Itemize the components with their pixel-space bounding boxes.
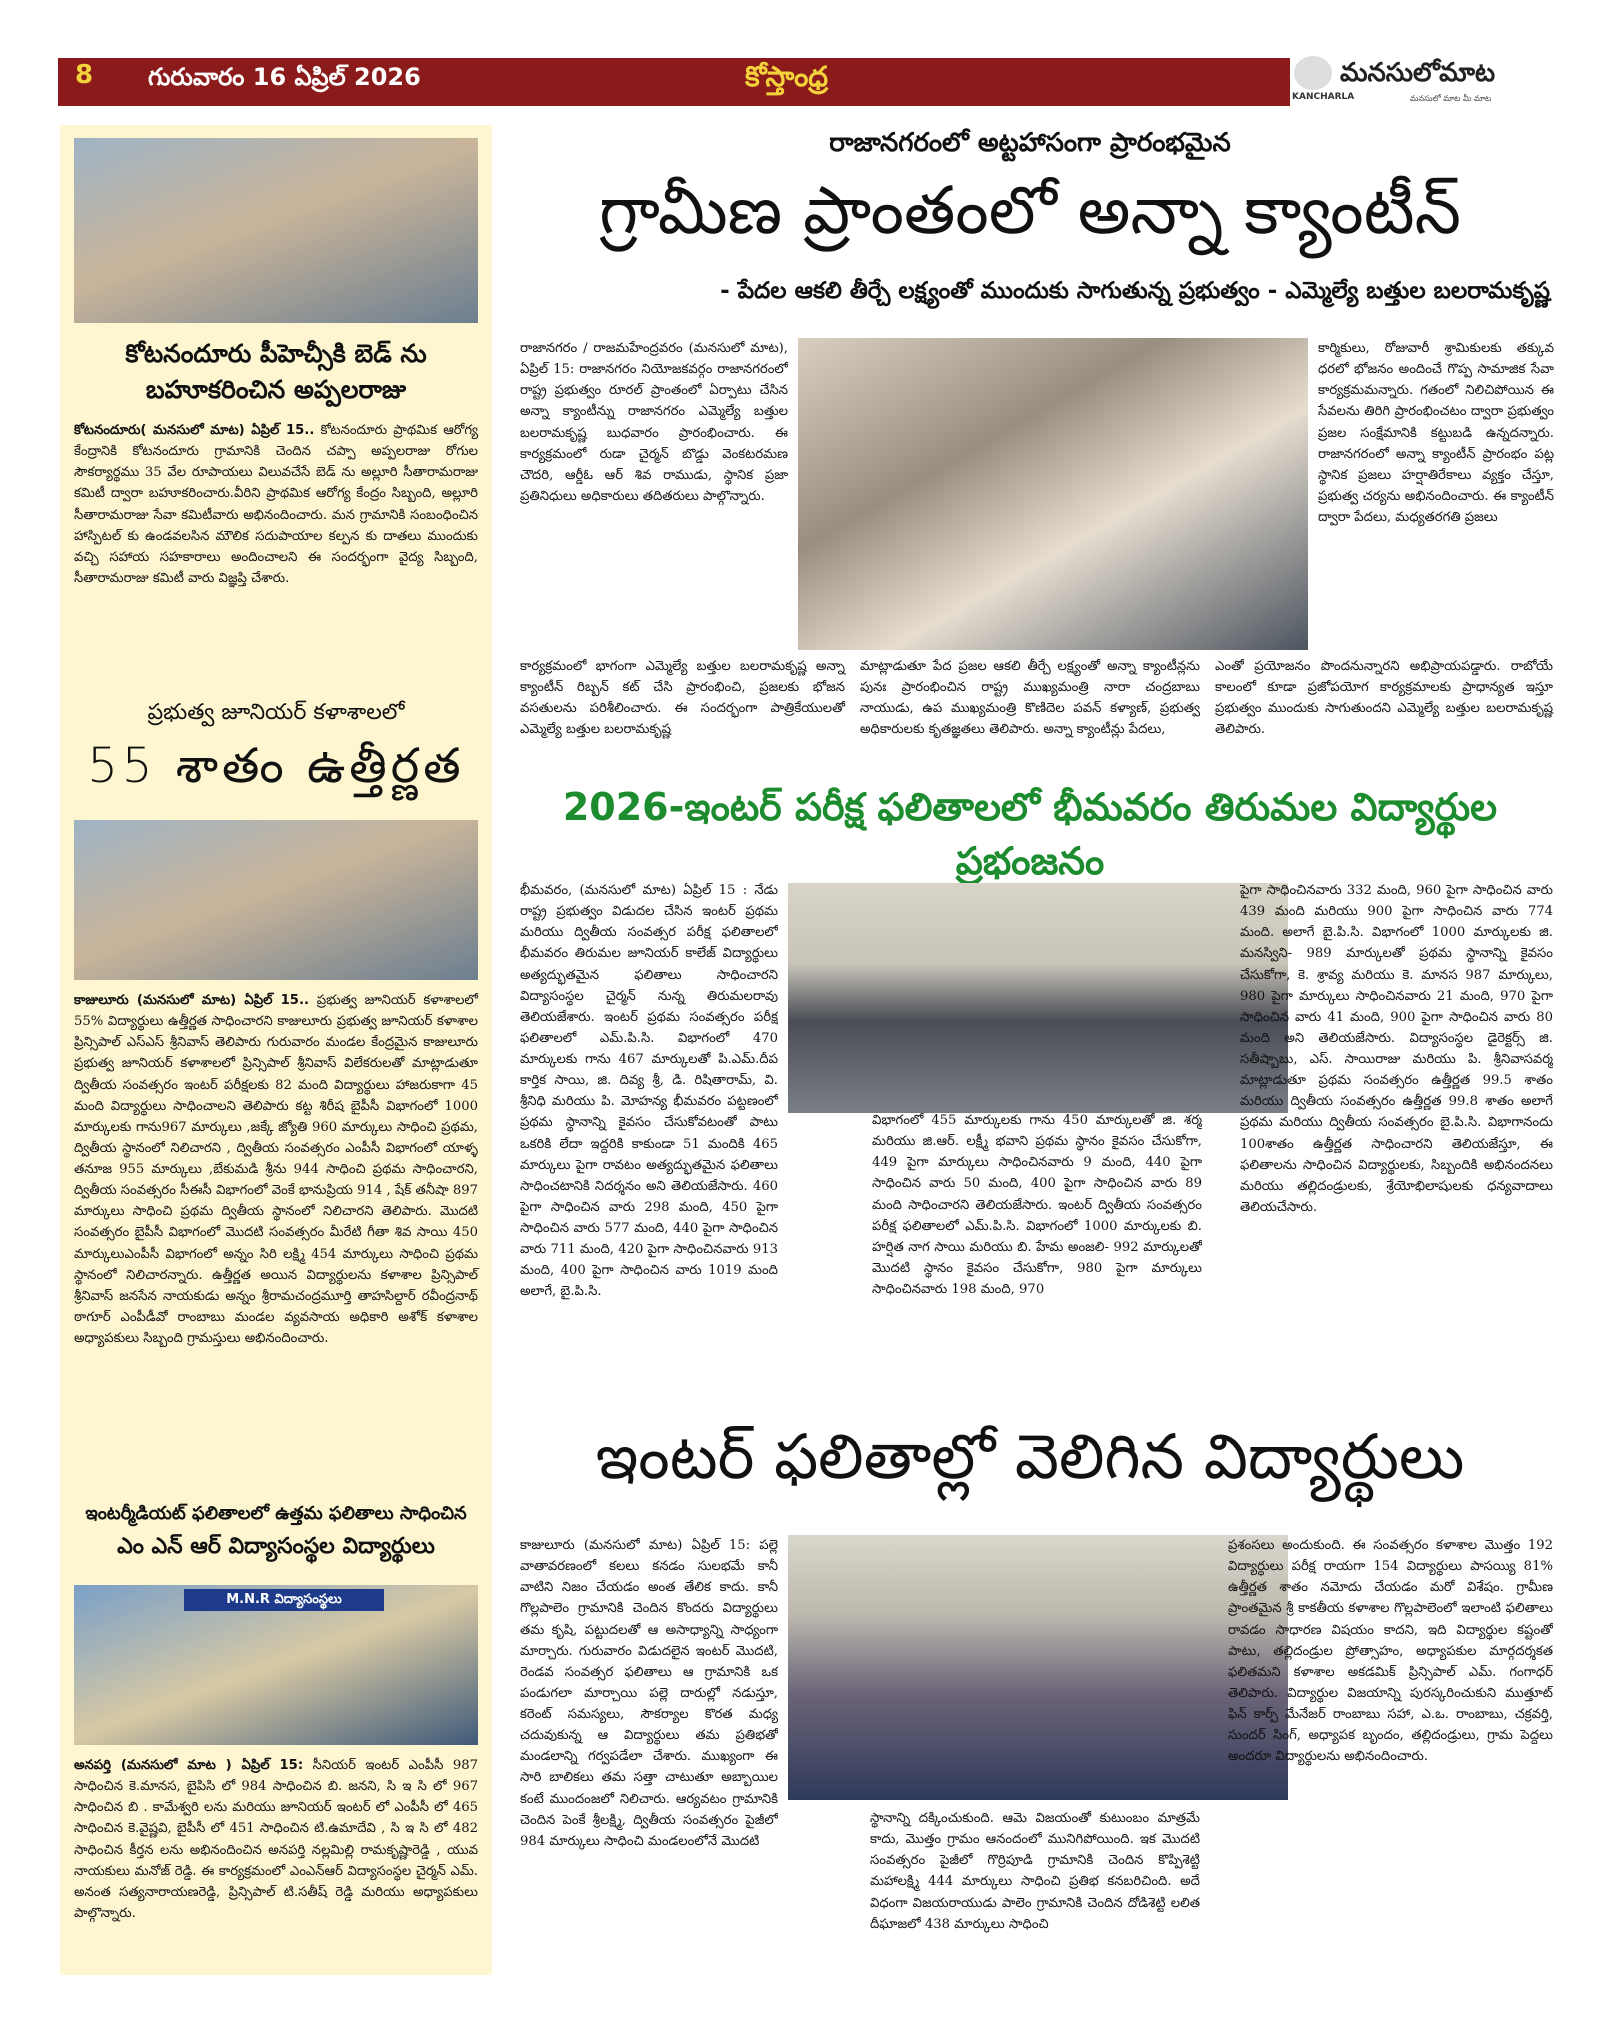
lead-col3: కార్మికులు, రోజువారీ శ్రామికులకు తక్కువ ధరలో భోజనం అందించే గొప్ప సామాజిక సేవా కార్యక్రమమన్నారు. గతంలో నిలిచిపోయిన ఈ సేవలను తిరిగి ప్రారంభించటం ద్వారా ప్రభుత్వం ప్రజల సంక్షేమానికి కట్టుబడి ఉన్నదన్నారు. రాజానగరంలో అన్నా క్యాంటీన్ ప్రారంభం పట్ల స్థానిక ప్రజలు హర్షాతిరేకాలు వ్యక్తం చేస్తూ, ప్రభుత్వ చర్యను అభినందించారు. ఈ క్యాంటీన్ ద్వారా పేదలు, మధ్యతరగతి ప్రజలు: [1318, 341, 1554, 525]
sidebar-story3-headline: [74, 1500, 478, 1564]
inter-headline: ఇంటర్ ఫలితాల్లో వెలిగిన విద్యార్థులు: [595, 1420, 1465, 1493]
logo-caption: KANCHARLA: [1292, 92, 1355, 102]
paper-logo: [1290, 54, 1560, 110]
junior-college-photo: [74, 820, 478, 980]
photo-sign: M.N.R విద్యాసంస్థలు: [184, 1589, 384, 1611]
sidebar-story2-kicker: ప్రభుత్వ జూనియర్ కళాశాలలో: [147, 700, 405, 725]
lead-col3b: ఎంతో ప్రయోజనం పొందనున్నారని అభిప్రాయపడ్డారు. రాబోయే కాలంలో కూడా ప్రజోపయోగ కార్యక్రమాలకు ప్రాధాన్యత ఇస్తూ ప్రభుత్వం ముందుకు సాగుతుందని ఎమ్మెల్యే బత్తుల బలరామకృష్ణ తెలిపారు.: [1215, 659, 1553, 738]
sidebar-story3-body: [74, 1755, 478, 1924]
headline-line: ఎం ఎన్ ఆర్ విద్యాసంస్థల విద్యార్థులు: [117, 1533, 435, 1559]
mnr-students-photo: [74, 1585, 478, 1745]
bed-donation-photo: [74, 138, 478, 323]
bhimavaram-col1: భీమవరం, (మనసులో మాట) ఏప్రిల్ 15 : నేడు రాష్ట్ర ప్రభుత్వం విడుదల చేసిన ఇంటర్ ప్రథమ మరియు ద్వితీయ సంవత్సర పరీక్ష ఫలితాలలో భీమవరం తిరుమల జూనియర్ కాలేజ్ విద్యార్థులు అత్యద్భుతమైన ఫలితాలు సాధించారని విద్యాసంస్థల చైర్మన్ నున్న తిరుమలరావు తెలియజేశారు. ఇంటర్ ప్రథమ సంవత్సరం పరీక్ష ఫలితాలలో ఎమ్.పి.సి. విభాగంలో 470 మార్కులకు గాను 467 మార్కులతో పి.ఎమ్.దీప కార్తిక సాయి, జి. దివ్య శ్రీ, డి. రిషితారామ్, వి. శ్రీనిధి మరియు పి. మోహన్య భీమవరం పట్టణంలో ప్రథమ స్థానాన్ని కైవసం చేసుకోవటంతో పాటు ఒకరికి లేదా ఇద్దరికి కాకుండా 51 మందికి 465 మార్కులు పైగా రావటం అత్యద్భుతమైన ఫలితాలు సాధించటానికి నిదర్శనం అని తెలియజేసారు. 460 పైగా సాధించిన వారు 298 మంది, 450 పైగా సాధించిన వారు 577 మంది, 440 పైగా సాధించిన వారు 711 మంది, 420 పైగా సాధించినవారు 913 మంది, 400 పైగా సాధించిన వారు 1019 మంది అలాగే, బై.పి.సి.: [520, 883, 778, 1300]
story-text: కోటనందూరు ప్రాథమిక ఆరోగ్య కేంద్రానికి కోటనందూరు గ్రామానికి చెందిన చప్పా అప్పలరాజు రోగుల సౌకర్యార్థము 35 వేల రూపాయలు విలువచేసే బెడ్ ను అల్లూరి సీతారామరాజు కమిటీ ద్వారా బహూకరించారు.వీరిని ప్రాథమిక ఆరోగ్య కేంద్రం సిబ్బంది, అల్లూరి సీతారామరాజు సేవా కమిటీవారు అభినందించారు. మన గ్రామానికి సంబంధించిన హాస్పిటల్ కు ఉండవలసిన మౌలిక సదుపాయాల కల్పన కు దాతలు ముందుకు వచ్చి సహాయ సహకారాలు అందించాలని ఈ సందర్భంగా వైద్య సిబ్బంది, సీతారామరాజు కమిటీ వారు విజ్ఞప్తి చేశారు.: [74, 423, 478, 586]
bhimavaram-col2: విభాగంలో 455 మార్కులకు గాను 450 మార్కులతో జి. శర్మ మరియు జి.ఆర్. లక్ష్మీ భవాని ప్రథమ స్థానం కైవసం చేసుకోగా, 449 పైగా మార్కులు సాధించినవారు 9 మంది, 440 పైగా సాధించిన వారు 50 మంది, 400 పైగా సాధించిన వారు 89 మంది సాధించారని తెలియజేసారు. ఇంటర్ ద్వితీయ సంవత్సరం పరీక్ష ఫలితాలలో ఎమ్.పి.సి. విభాగంలో 1000 మార్కులకు బి. హర్షిత నాగ సాయి మరియు బి. హేమ అంజలి- 992 మార్కులతో మొదటి స్థానం కైవసం చేసుకోగా, 980 పైగా మార్కులు సాధించినవారు 198 మంది, 970: [872, 1113, 1202, 1297]
inter-col3: ప్రశంసలు అందుకుంది. ఈ సంవత్సరం కళాశాల మొత్తం 192 విద్యార్థులు పరీక్ష రాయగా 154 విద్యార్థులు పాసయ్యి 81% ఉత్తీర్ణత శాతం నమోదు చేయడం మరో విశేషం. గ్రామీణ ప్రాంతమైన శ్రీ కాకతీయ కళాశాల గొల్లపాలెంలో ఇలాంటి ఫలితాలు రావడం సాధారణ విషయం కాదని, ఇది విద్యార్థుల కష్టంతో పాటు, తల్లిదండ్రుల ప్రోత్సాహం, అధ్యాపకుల మార్గదర్శకత ఫలితమని కళాశాల అకడమిక్ ప్రిన్సిపాల్ ఎమ్. గంగాధర్ తెలిపారు. విద్యార్థుల విజయాన్ని పురస్కరించుకుని ముత్తూట్ ఫిన్ కార్ప్ మేనేజర్ రాంబాబు సహా, ఎ.ఒ. రాంబాబు, చక్రవర్తి, సుందర్ సింగ్, అధ్యాపక బృందం, తల్లిదండ్రులు, గ్రామ పెద్దలు అందరూ విద్యార్థులను అభినందించారు.: [1228, 1538, 1553, 1765]
paper-tagline: మనసులో మాట మీ మాట: [1410, 94, 1492, 103]
lead-col1b: కార్యక్రమంలో భాగంగా ఎమ్మెల్యే బత్తుల బలరామకృష్ణ అన్నా క్యాంటీన్ రిబ్బన్ కట్ చేసి ప్రారంభించి, ప్రజలకు భోజన వసతులను పరిశీలించారు. ఈ సందర్భంగా పాత్రికేయులతో ఎమ్మెల్యే బత్తుల బలరామకృష్ణ: [520, 659, 845, 738]
lead-col2: మాట్లాడుతూ పేద ప్రజల ఆకలి తీర్చే లక్ష్యంతో అన్నా క్యాంటీన్లను పునః ప్రారంభించిన రాష్ట్ర ముఖ్యమంత్రి నారా చంద్రబాబు నాయుడు, ఉప ముఖ్యమంత్రి కొణిదెల పవన్ కళ్యాణ్, ప్రభుత్వ అధికారులకు కృతజ్ఞతలు తెలిపారు. అన్నా క్యాంటీన్లు పేదలు,: [860, 659, 1200, 738]
story-dateline: కోటనందూరు( మనసులో మాట) ఏప్రిల్ 15..: [74, 423, 315, 438]
bhimavaram-headline: 2026-ఇంటర్ పరీక్ష ఫలితాలలో భీమవరం తిరుమల విద్యార్థుల ప్రభంజనం: [562, 785, 1498, 883]
paper-name: మనసులోమాట: [1340, 58, 1496, 88]
headline-line: బహూకరించిన అప్పలరాజు: [145, 375, 407, 405]
inter-col1: కాజులూరు (మనసులో మాట) ఏప్రిల్ 15: పల్లె వాతావరణంలో కలలు కనడం సులభమే కానీ వాటిని నిజం చేయడం అంత తేలిక కాదు. కానీ గొల్లపాలెం గ్రామానికి చెందిన కొందరు విద్యార్థులు తమ కృషి, పట్టుదలతో ఆ అసాధ్యాన్ని సాధ్యంగా మార్చారు. గురువారం విడుదలైన ఇంటర్ మొదటి, రెండవ సంవత్సర ఫలితాలు ఆ గ్రామానికి ఒక పండుగలా మార్చాయి పల్లె దారుల్లో నడుస్తూ, కరెంట్ సమస్యలు, సౌకర్యాల కొరత మధ్య చదువుకున్న ఆ విద్యార్థులు తమ ప్రతిభతో మండలాన్ని గర్వపడేలా చేశారు. ముఖ్యంగా ఈ సారి బాలికలు తమ సత్తా చాటుతూ అబ్బాయిల కంటే ముందంజలో నిలిచారు. ఆర్యవటం గ్రామానికి చెందిన పెంకే శ్రీలక్ష్మి, ద్వితీయ సంవత్సరం పైజీలో 984 మార్కులు సాధించి మండలంలోనే మొదటి: [520, 1538, 778, 1849]
sidebar-story1-body: [74, 420, 478, 589]
page-number: 8: [75, 60, 94, 90]
lead-kicker: రాజానగరంలో అట్టహాసంగా ప్రారంభమైన: [829, 128, 1231, 158]
lead-subhead: - పేదల ఆకలి తీర్చే లక్ష్యంతో ముందుకు సాగుతున్న ప్రభుత్వం - ఎమ్మెల్యే బత్తుల బలరామకృష్ణ: [720, 278, 1550, 304]
headline-line: ఇంటర్మీడియట్ ఫలితాలలో ఉత్తమ ఫలితాలు సాధించిన: [85, 1503, 467, 1524]
anna-canteen-inauguration-photo: [798, 338, 1308, 650]
lead-col1: రాజానగరం / రాజమహేంద్రవరం (మనసులో మాట), ఏప్రిల్ 15: రాజానగరం నియోజకవర్గం రాజానగరంలో రాష్ట్ర ప్రభుత్వం రూరల్ ప్రాంతంలో ఏర్పాటు చేసిన అన్నా క్యాంటీన్ను రాజానగరం ఎమ్మెల్యే బత్తుల బలరామకృష్ణ బుధవారం ప్రారంభించారు. ఈ కార్యక్రమంలో రుడా చైర్మన్ బొడ్డు వెంకటరమణ చౌదరి, ఆర్డీఓ ఆర్ శివ రాముడు, స్థానిక ప్రజా ప్రతినిధులు అధికారులు తదితరులు పాల్గొన్నారు.: [520, 341, 788, 504]
story-dateline: అనపర్తి (మనసులో మాట ) ఏప్రిల్ 15:: [74, 1758, 304, 1773]
tirumala-students-photo: [788, 883, 1288, 1113]
sidebar-story2-headline: 55 శాతం ఉత్తీర్ణత: [87, 738, 465, 794]
sidebar-story2-body: [74, 990, 478, 1349]
story-text: ప్రభుత్వ జూనియర్ కళాశాలలో 55% విద్యార్థులు ఉత్తీర్ణత సాధించారని కాజులూరు ప్రభుత్వ జూనియర్ కళాశాల ప్రిన్సిపాల్ ఎస్ఎస్ శ్రీనివాస్ తెలిపారు గురువారం మండల కేంద్రమైన కాజులూరు ప్రభుత్వ జూనియర్ కళాశాలలో ప్రిన్సిపాల్ శ్రీనివాస్ విలేకరులతో మాట్లాడుతూ ద్వితీయ సంవత్సరం ఇంటర్ పరీక్షలకు 82 మంది విద్యార్థులు హాజరుకాగా 45 మంది విద్యార్థులు సాధించాలని తెలిపారు కట్ట శిరీష బైపీసీ విభాగంలో 1000 మార్కులకు గాను967 మార్కులు ,జక్కే జ్యోతి 960 మార్కులు సాధించి ప్రథమ, ద్వితీయ స్థానంలో నిలిచారని , ద్వితీయ సంవత్సరం ఎంపీసీ విభాగంలో యాళ్ళ తనూజ 955 మార్కులు ,బేకుమడి శ్రీను 944 సాధించి ప్రథమ సాధించారని, ద్వితీయ సంవత్సరం సీఈసీ విభాగంలో వెంకే భానుప్రియ 914 , షేక్ తనీషా 897 మార్కులు సాధించి ప్రథమ ద్వితీయ స్థానంలో నిలిచారని తెలిపారు. మొదటి సంవత్సరం బైపీసీ విభాగంలో మొదటి సంవత్సరం మీరేటి గీతా శివ సాయి 450 మార్కులుఎంపీసీ విభాగంలో అన్నం సిరి లక్ష్మి 454 మార్కులు సాధించి ప్రథమ స్థానంలో నిలిచారన్నారు. ఉత్తీర్ణత అయిన విద్యార్థులను కళాశాల ప్రిన్సిపాల్ శ్రీనివాస్ జనసేన నాయకుడు అన్నం శ్రీరామచంద్రమూర్తి తాహసిల్దార్ రవీంద్రనాథ్ ఠాగూర్ ఎంపీడీవో రాంబాబు మండల వ్యవసాయ అధికారి అశోక్ కళాశాల అధ్యాపకులు సిబ్బంది గ్రామస్తులు అభినందించారు.: [74, 993, 478, 1346]
inter-col2: స్థానాన్ని దక్కించుకుంది. ఆమె విజయంతో కుటుంబం మాత్రమే కాదు, మొత్తం గ్రామం ఆనందంలో మునిగిపోయింది. ఇక మొదటి సంవత్సరం పైజీలో గొర్రిపూడి గ్రామానికి చెందిన కొప్పిశెట్టి మహాలక్ష్మి 444 మార్కులు సాధించి ప్రతిభ కనబరిచింది. అదే విధంగా విజయరాయుడు పాలెం గ్రామానికి చెందిన దోడిశెట్టి లలిత దీఘాజలో 438 మార్కులు సాధించి: [870, 1811, 1200, 1932]
story-text: సీనియర్ ఇంటర్ ఎంపీసీ 987 సాధించిన కె.మానస, బైపిసి లో 984 సాధించిన బి. జనని, సి ఇ సి లో 967 సాధించిన బి . కామేశ్వరి లను మరియు జూనియర్ ఇంటర్ లో ఎంపీసీ లో 465 సాధించిన కె.వైష్ణవి, బైపీసీ లో 451 సాధించిన టి.ఉమాదేవి , సి ఇ సి లో 482 సాధించిన కీర్తన లను అభినందించిన అనపర్తి నల్లమిల్లి రామకృష్ణారెడ్డి , యువ నాయకులు మనోజ్ రెడ్డి. ఈ కార్యక్రమంలో ఎంఎన్ఆర్ విద్యాసంస్థల చైర్మన్ ఎమ్. అనంత సత్యనారాయణరెడ్డి, ప్రిన్సిపాల్ టి.సతీష్ రెడ్డి మరియు అధ్యాపకులు పాల్గొన్నారు.: [74, 1758, 478, 1921]
edition-name: కోస్తాంధ్ర: [745, 60, 829, 93]
founder-portrait-icon: [1294, 56, 1332, 90]
lead-headline: గ్రామీణ ప్రాంతంలో అన్నా క్యాంటీన్: [599, 172, 1461, 249]
story-dateline: కాజులూరు (మనసులో మాట) ఏప్రిల్ 15..: [74, 993, 309, 1008]
sidebar-story1-headline: [74, 336, 478, 409]
gollapalem-students-photo: [788, 1535, 1288, 1800]
issue-date: గురువారం 16 ఏప్రిల్ 2026: [148, 63, 421, 91]
bhimavaram-col3: పైగా సాధించినవారు 332 మంది, 960 పైగా సాధించిన వారు 439 మంది మరియు 900 పైగా సాధించిన వారు 774 మంది. అలాగే బై.పి.సి. విభాగంలో 1000 మార్కులకు జి. మనస్విని- 989 మార్కులతో ప్రథమ స్థానాన్ని కైవసం చేసుకోగా, కె. శ్రావ్య మరియు కె. మానస 987 మార్కులు, 980 పైగా మార్కులు సాధించినవారు 21 మంది, 970 పైగా సాధించిన వారు 41 మంది, 900 పైగా సాధించిన వారు 80 మంది అని తెలియజేసారు. విద్యాసంస్థల డైరెక్టర్స్ జి. సతీష్బాబు, ఎస్. సాయిరాజు మరియు పి. శ్రీనివాసవర్మ మాట్లాడుతూ ప్రథమ సంవత్సరం ఉత్తీర్ణత 99.5 శాతం మరియు ద్వితీయ సంవత్సరం ఉత్తీర్ణత 99.8 శాతం అలాగే ప్రథమ మరియు ద్వితీయ సంవత్సరం బై.పి.సి. విభాగానందు 100శాతం ఉత్తీర్ణత సాధించారని తెలియజేస్తూ, ఈ ఫలితాలను సాధించిన విద్యార్థులకు, సిబ్బందికి అభినందనలు మరియు తల్లిదండ్రులకు, శ్రేయోభిలాషులకు ధన్యవాదాలు తెలియచేసారు.: [1240, 883, 1553, 1215]
headline-line: కోటనందూరు పీహెచ్సీకి బెడ్ ను: [125, 339, 427, 368]
